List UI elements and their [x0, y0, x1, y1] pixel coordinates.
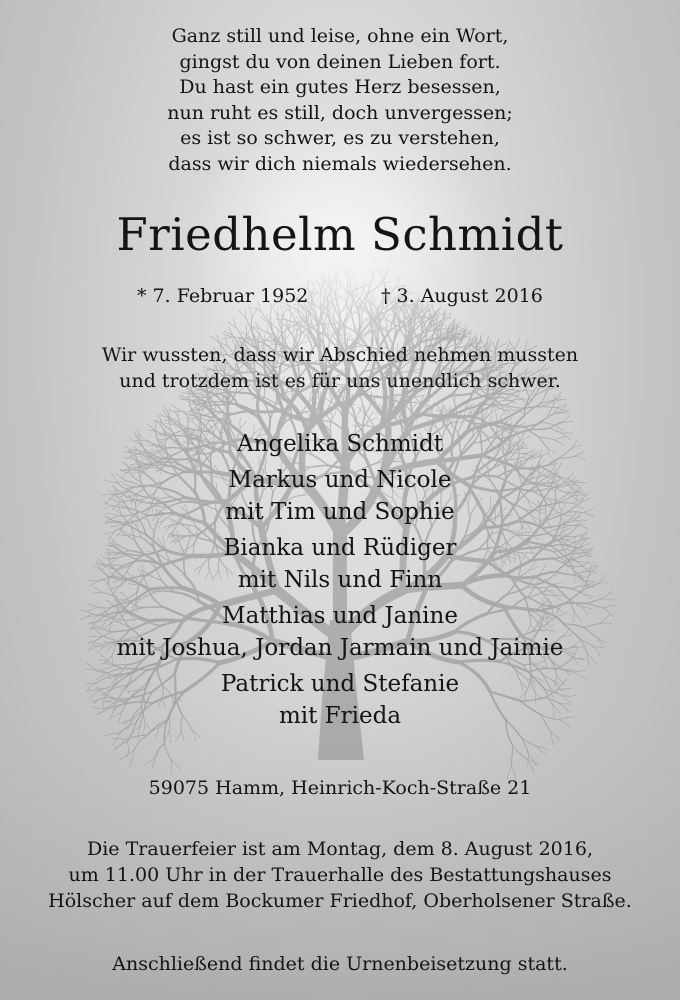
service-line: um 11.00 Uhr in der Trauerhalle des Bestattungshauses — [68, 864, 612, 886]
poem-line: gingst du von deinen Lieben fort. — [179, 50, 501, 73]
service-line: Die Trauerfeier ist am Montag, dem 8. August 2016, — [87, 838, 593, 860]
mourner-children: mit Frieda — [278, 703, 402, 729]
quote-line: und trotzdem ist es für uns unendlich schwer. — [119, 370, 561, 392]
poem-line: es ist so schwer, es zu verstehen, — [180, 127, 500, 149]
mourner-children: mit Joshua, Jordan Jarmain und Jaimie — [116, 635, 564, 661]
poem-line: Du hast ein gutes Herz besessen, — [179, 76, 501, 98]
service-info — [0, 836, 680, 914]
birth-date: * 7. Februar 1952 — [137, 285, 309, 307]
poem-line: nun ruht es still, doch unvergessen; — [167, 101, 513, 124]
deceased-name: Friedhelm Schmidt — [116, 208, 564, 261]
mourner-children: mit Nils und Finn — [237, 567, 443, 593]
family-address: 59075 Hamm, Heinrich-Koch-Straße 21 — [148, 777, 532, 799]
service-line: Hölscher auf dem Bockumer Friedhof, Oberholsener Straße. — [48, 890, 632, 912]
mourner-name: Angelika Schmidt — [236, 431, 443, 457]
mourner-name: Matthias und Janine — [222, 603, 458, 629]
mourners-list — [0, 428, 680, 732]
farewell-quote — [0, 342, 680, 394]
poem — [0, 24, 680, 177]
poem-line: dass wir dich niemals wiedersehen. — [168, 152, 512, 175]
mourner-children: mit Tim und Sophie — [225, 499, 455, 525]
closing-note: Anschließend findet die Urnenbeisetzung statt. — [112, 953, 568, 975]
mourner-name: Bianka und Rüdiger — [223, 535, 457, 561]
death-date: † 3. August 2016 — [381, 285, 543, 307]
quote-line: Wir wussten, dass wir Abschied nehmen mussten — [101, 344, 579, 366]
mourner-name: Markus und Nicole — [228, 467, 452, 493]
mourner-name: Patrick und Stefanie — [220, 671, 460, 697]
poem-line: Ganz still und leise, ohne ein Wort, — [171, 25, 509, 47]
